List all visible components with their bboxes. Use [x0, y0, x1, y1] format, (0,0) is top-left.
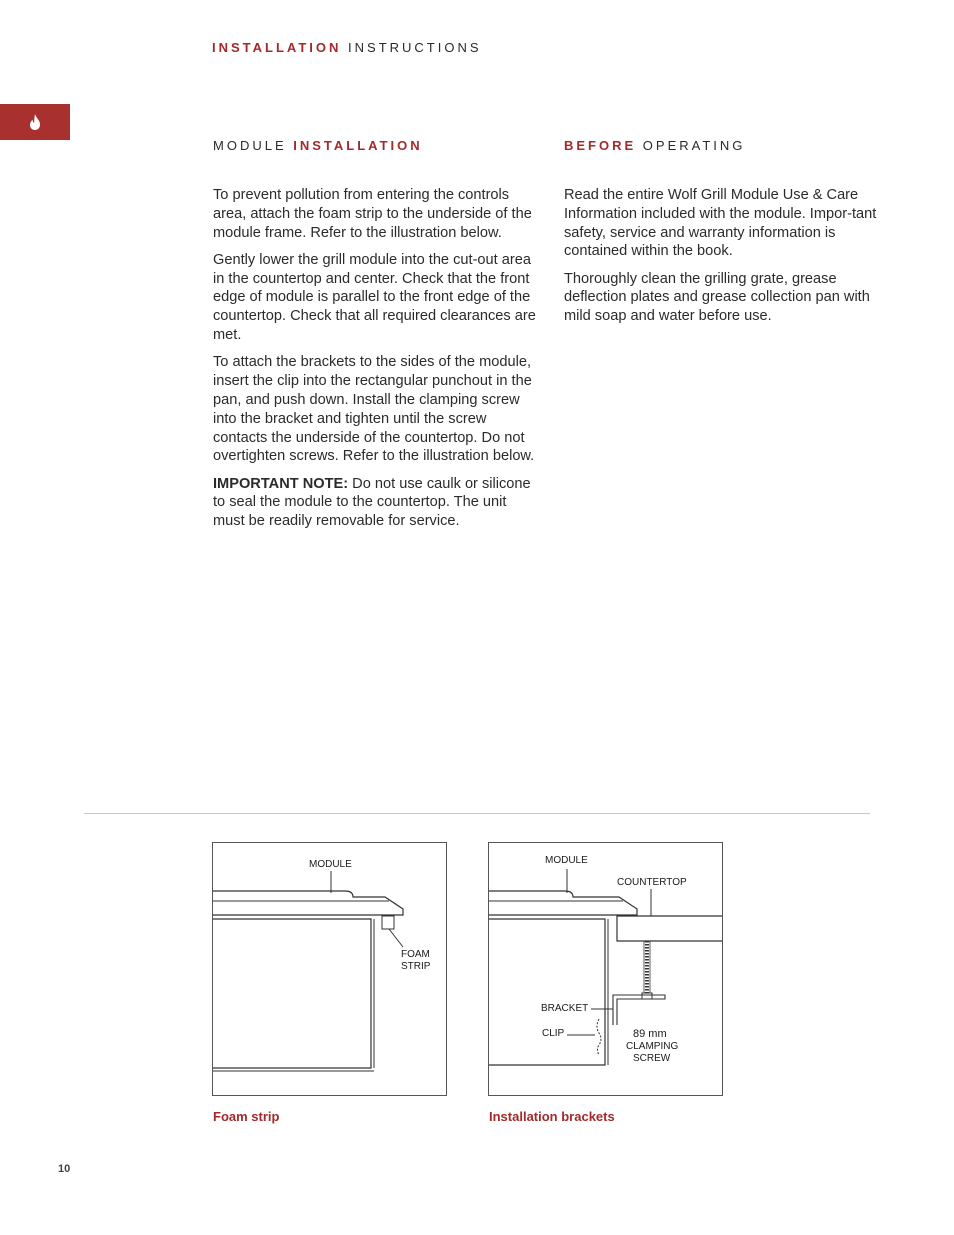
label-countertop: COUNTERTOP [617, 877, 687, 888]
label-89mm: 89 mm [633, 1028, 667, 1040]
header-bold: INSTALLATION [212, 40, 342, 55]
page-header [212, 40, 482, 55]
important-note [213, 475, 538, 531]
paragraph: Gently lower the grill module into the cut-out area in the countertop and center. Check that the front edge of module is parallel to the front edge of the countertop. Check that all required clearances are met. [213, 251, 536, 344]
label-foam: FOAM [401, 949, 430, 960]
paragraph: To attach the brackets to the sides of the module, insert the clip into the rectangular punchout in the pan, and push down. Install the clamping screw into the bracket and tighten until the screw contacts the underside of the countertop. Do not overtighten screws. Refer to the illustration below. [213, 354, 535, 465]
paragraph: Thoroughly clean the grilling grate, grease deflection plates and grease collection pan with mild soap and water before use. [564, 270, 870, 325]
module-installation-heading [213, 138, 423, 153]
foam-strip-figure [212, 842, 447, 1096]
label-screw: SCREW [633, 1053, 671, 1064]
label-clip: CLIP [542, 1028, 565, 1039]
heading-bold: BEFORE [564, 138, 637, 153]
page-number: 10 [58, 1163, 71, 1175]
label-module: MODULE [309, 859, 352, 870]
heading-bold: INSTALLATION [293, 138, 423, 153]
label-module: MODULE [545, 855, 588, 866]
divider [84, 813, 870, 814]
flame-icon [28, 113, 42, 131]
note-text: Do not use caulk or silicone to seal the module to the countertop. The unit must be readily removable for service. [213, 475, 531, 530]
paragraph: Read the entire Wolf Grill Module Use & Care Information included with the module. Impor-tant safety, service and warranty information is contained within the book. [564, 187, 877, 260]
before-operating-text [564, 186, 889, 335]
module-installation-text [213, 186, 538, 540]
label-clamping: CLAMPING [626, 1041, 679, 1052]
heading-light: OPERATING [642, 138, 746, 153]
caption-installation-brackets: Installation brackets [489, 1109, 615, 1124]
heading-light: MODULE [213, 138, 287, 153]
paragraph: To prevent pollution from entering the controls area, attach the foam strip to the underside of the module frame. Refer to the illustration below. [213, 187, 532, 241]
label-strip: STRIP [401, 961, 431, 972]
caption-foam-strip: Foam strip [213, 1109, 280, 1124]
header-light: INSTRUCTIONS [348, 40, 482, 55]
section-tab [0, 104, 70, 140]
installation-brackets-figure [488, 842, 723, 1096]
before-operating-heading [564, 138, 745, 153]
note-label: IMPORTANT NOTE: [213, 475, 349, 492]
brackets-drawing [489, 843, 722, 1095]
label-bracket: BRACKET [541, 1003, 589, 1014]
